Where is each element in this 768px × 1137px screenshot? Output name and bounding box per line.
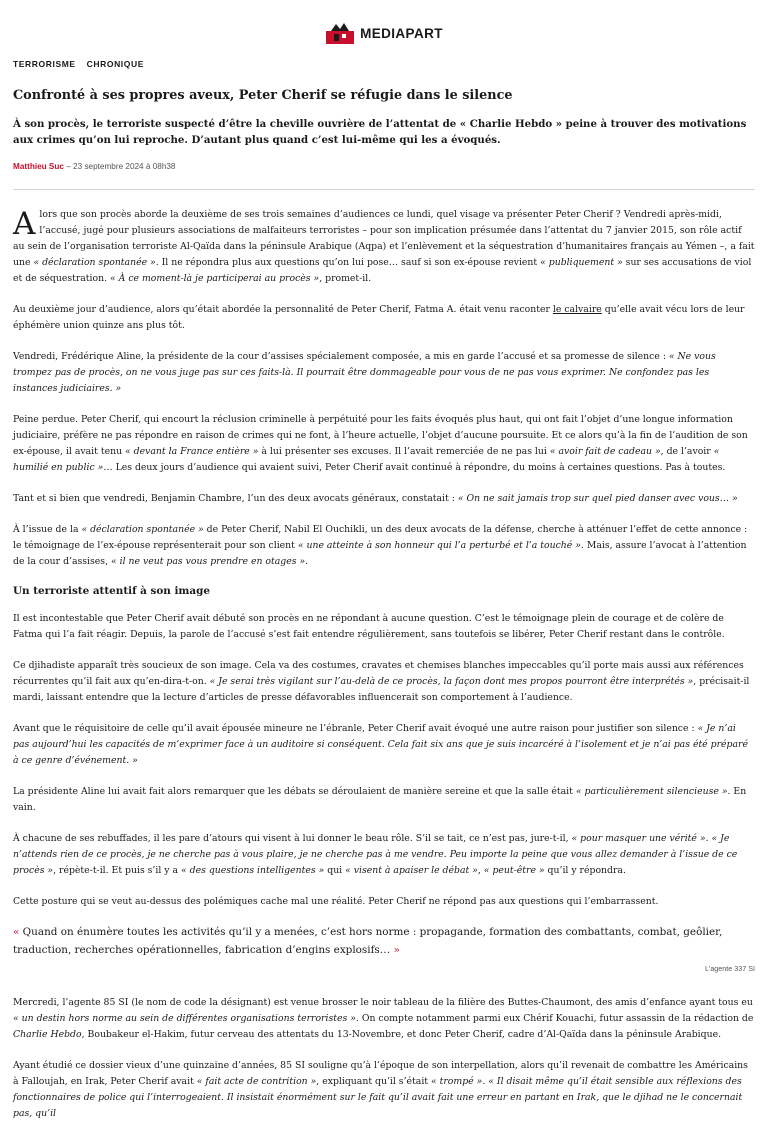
paragraph: Cette posture qui se veut au-dessus des polémiques cache mal une réalité. Peter Cherif ne répond pas aux questions qui l’embarrassent. (13, 896, 659, 907)
rubrics (13, 59, 152, 69)
divider (13, 189, 755, 190)
header (0, 22, 768, 44)
paragraph: Mercredi, l’agente 85 SI (le nom de code la désignant) est venue brosser le noir tableau de la filière des Buttes-Chaumont, des amis d’enfance ayant tous eu « un destin hors norme au sein de différentes organisations terroristes ». On compte notamment parmi eux Chérif Kouachi, futur assassin de la rédaction de Charlie Hebdo, Boubakeur el-Hakim, futur cerveau des attentats du 13-Novembre, et donc Peter Cherif, cadre d’Al-Qaïda dans la péninsule Arabique. (13, 997, 754, 1040)
quote-open-mark: « (13, 926, 20, 938)
article-body (13, 207, 755, 1137)
paragraph: Avant que le réquisitoire de celle qu’il avait épousée mineure ne l’ébranle, Peter Cherif avait évoqué une autre raison pour justifier son silence : « Je n’ai pas aujourd’hui les capacités de m’exprimer face à un auditoire si conséquent. Cela fait six ans que je suis incarcéré à l’isolement et je n’ai pas été préparé à ce genre d’événement. » (13, 723, 748, 766)
mediapart-logo-icon (325, 22, 355, 44)
paragraph: À l’issue de la « déclaration spontanée » de Peter Cherif, Nabil El Ouchikli, un des deux avocats de la défense, cherche à atténuer l’effet de cette annonce : le témoignage de l’ex-épouse représenterait pour son client « une atteinte à son honneur qui l’a perturbé et l’a touché ». Mais, assure l’avocat à l’attention de la cour d’assises, « il ne veut pas vous prendre en otages ». (13, 524, 748, 567)
paragraph: Vendredi, Frédérique Aline, la présidente de la cour d’assises spécialement composée, a mis en garde l’accusé et sa promesse de silence : « Ne vous trompez pas de procès, on ne vous juge pas sur ces faits-là. Il pourrait être dommageable pour vous de ne pas vous exprimer. Ne confondez pas les instances judiciaires. » (13, 351, 716, 394)
paragraph: La présidente Aline lui avait fait alors remarquer que les débats se déroulaient de manière sereine et que la salle était « particulièrement silencieuse ». En vain. (13, 786, 747, 813)
paragraph: Tant et si bien que vendredi, Benjamin Chambre, l’un des deux avocats généraux, constatait : « On ne sait jamais trop sur quel pied danser avec vous… » (13, 493, 738, 504)
brand-name: MEDIAPART (360, 25, 443, 41)
paragraph: Peine perdue. Peter Cherif, qui encourt la réclusion criminelle à perpétuité pour les faits évoqués plus haut, qui ont fait l’objet d’une longue information judiciaire, préfère ne pas répondre en raison de crimes qui ne font, à l’heure actuelle, l’objet d’aucune poursuite. Et ce alors qu’à la fin de l’audition de son ex-épouse, il avait tenu « devant la France entière » à lui présenter ses excuses. Il l’avait remerciée de ne pas lui « avoir fait de cadeau », de l’avoir « humilié en public »… Les deux jours d’audience qui avaient suivi, Peter Cherif avait continué à répondre, du moins à certaines questions. Pas à toutes. (13, 414, 748, 473)
rubric-link[interactable]: TERRORISME (13, 59, 76, 69)
article-lede: À son procès, le terroriste suspecté d’être la cheville ouvrière de l’attentat de « Charlie Hebdo » peine à trouver des motivations aux crimes qu’on lui reproche. D’autant plus quand c’est lui-même qui les a évoqués. (13, 118, 747, 146)
author-link[interactable]: Matthieu Suc (13, 162, 64, 171)
paragraph: Ayant étudié ce dossier vieux d’une quinzaine d’années, 85 SI souligne qu’à l’époque de son interpellation, alors qu’il revenait de combattre les Américains à Falloujah, en Irak, Peter Cherif avait « fait acte de contrition », expliquant qu’il s’était « trompé ». « Il disait même qu’il était sensible aux réflexions des fonctionnaires de police qui l’interrogeaient. Il insistait énormément sur le fait qu’il avait fait une erreur en partant en Irak, que le djihad ne le concernait pas, qu’il (13, 1060, 748, 1119)
paragraph: Il est incontestable que Peter Cherif avait débuté son procès en ne répondant à aucune question. C’est le témoignage plein de courage et de colère de Fatma qui l’a fait réagir. Depuis, la parole de l’accusé s’est fait entendre régulièrement, sans toutefois se libérer, Peter Cherif restant dans le contrôle. (13, 613, 725, 640)
byline (13, 162, 175, 171)
paragraph: Ce djihadiste apparaît très soucieux de son image. Cela va des costumes, cravates et chemises blanches impeccables qu’il porte mais aussi aux références récurrentes qu’il fait aux qu’en-dira-t-on. « Je serai très vigilant sur l’au-delà de ce procès, la façon dont mes propos pourront être interprétés », précisait-il mardi, laissant entendre que la lecture d’articles de presse défavorables influencerait son comportement à l’audience. (13, 660, 750, 703)
inline-link[interactable]: le calvaire (552, 304, 602, 315)
paragraph: Alors que son procès aborde la deuxième de ses trois semaines d’audiences ce lundi, quel visage va présenter Peter Cherif ? Vendredi après-midi, l’accusé, jugé pour plusieurs associations de malfaiteurs terroristes – pour son implication présumée dans l’attentat du 7 janvier 2015, son rôle actif au sein de l’organisation terroriste Al-Qaïda dans la péninsule Arabique (Aqpa) et l’enlèvement et la séquestration d’humanitaires français au Yémen –, a fait une « déclaration spontanée ». Il ne répondra plus aux questions qu’on lui pose… sauf si son ex-épouse revient « publiquement » sur ses accusations de viol et de séquestration. « À ce moment-là je participerai au procès », promet-il. (13, 206, 755, 284)
mediapart-home-link[interactable] (325, 22, 443, 44)
pull-quote-credit: L’agente 337 SI (705, 964, 755, 973)
article-title: Confronté à ses propres aveux, Peter Cherif se réfugie dans le silence (13, 88, 513, 103)
section-heading: Un terroriste attentif à son image (13, 585, 211, 597)
publish-date: – 23 septembre 2024 à 08h38 (63, 162, 176, 171)
pull-quote: « Quand on énumère toutes les activités qu’il y a menées, c’est hors norme : propagande, formation des combattants, combat, geôlier, traduction, recherches opérationnelles, fabrication d’engins explosifs… » (13, 926, 723, 956)
paragraph: À chacune de ses rebuffades, il les pare d’atours qui visent à lui donner le beau rôle. S’il se tait, ce n’est pas, jure-t-il, « pour masquer une vérité ». « Je n’attends rien de ce procès, je ne cherche pas à vous plaire, je ne cherche pas à me vendre. Peu importe la peine que vous allez demander à l’issue de ce procès », répète-t-il. Et puis s’il y a « des questions intelligentes » qui « visent à apaiser le débat », « peut-être » qu’il y répondra. (13, 833, 738, 876)
quote-close-mark: » (393, 944, 400, 956)
paragraph: Au deuxième jour d’audience, alors qu’était abordée la personnalité de Peter Cherif, Fatma A. était venu raconter le calvaire qu’elle avait vécu lors de leur éphémère union quinze ans plus tôt. (13, 304, 745, 331)
rubric-link[interactable]: CHRONIQUE (86, 59, 144, 69)
